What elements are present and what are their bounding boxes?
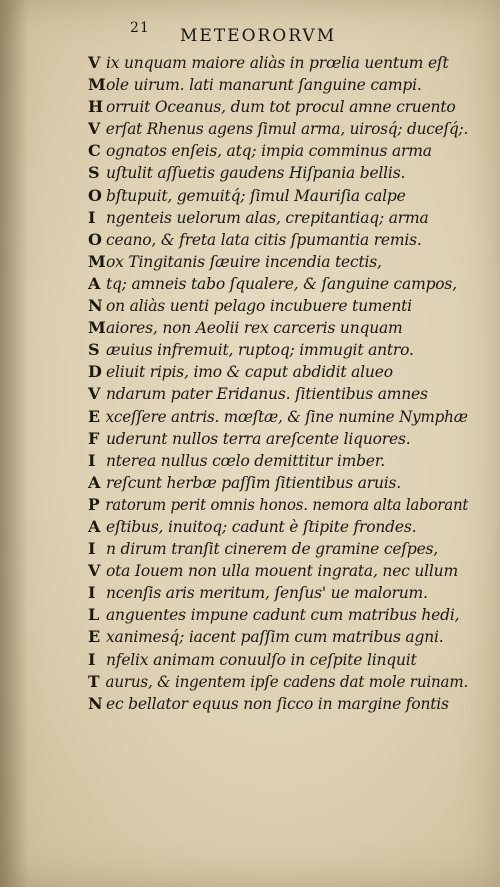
verse-line bbox=[88, 693, 468, 715]
verse-initial: I bbox=[88, 207, 96, 227]
verse-text: ndarum pater Eridanus. ſitientibus amnes bbox=[106, 385, 428, 404]
verse-line bbox=[88, 96, 468, 118]
page-number: 21 bbox=[130, 20, 150, 36]
verse-line bbox=[88, 295, 468, 317]
verse-text: n dirum tranſit cinerem de gramine ceſpes, bbox=[106, 540, 439, 559]
verse-text: reſcunt herbæ paſſim ſitientibus aruis. bbox=[106, 473, 402, 492]
verse-line bbox=[88, 317, 468, 339]
verse-line bbox=[88, 140, 468, 162]
verse-initial: V bbox=[88, 384, 101, 404]
verse-initial: O bbox=[88, 229, 102, 249]
verse-initial: S bbox=[88, 340, 100, 360]
verse-text: erſat Rhenus agens ſimul arma, uirosq́; duceſq́;. bbox=[105, 120, 469, 139]
verse-text: ncenſis aris meritum, ſenſus' ue malorum. bbox=[106, 584, 428, 603]
verse-line bbox=[88, 494, 469, 516]
verse-initial: E bbox=[88, 406, 100, 426]
verse-initial: F bbox=[88, 428, 100, 448]
verse-line bbox=[88, 450, 468, 472]
verse-initial: D bbox=[88, 362, 102, 382]
verse-list bbox=[88, 52, 468, 715]
verse-text: ngenteis uelorum alas, crepitantiaq; arma bbox=[106, 208, 429, 227]
verse-initial: I bbox=[88, 539, 96, 559]
verse-initial: P bbox=[88, 494, 100, 514]
verse-initial: E bbox=[88, 627, 100, 647]
verse-line bbox=[88, 74, 468, 96]
verse-initial: N bbox=[88, 693, 103, 713]
verse-line bbox=[88, 671, 469, 693]
verse-text: ceano, & freta lata citis ſpumantia remis. bbox=[106, 230, 422, 249]
verse-initial: V bbox=[88, 119, 101, 139]
verse-line bbox=[88, 626, 468, 648]
verse-text: uderunt nullos terra areſcente liquores. bbox=[106, 429, 411, 448]
running-head: METEORORVM bbox=[180, 26, 337, 46]
verse-text: ec bellator equus non ſicco in margine fontis bbox=[106, 694, 449, 713]
verse-initial: M bbox=[88, 75, 106, 95]
verse-line bbox=[88, 229, 468, 251]
verse-line bbox=[88, 472, 468, 494]
verse-line bbox=[88, 582, 468, 604]
verse-initial: I bbox=[88, 450, 96, 470]
verse-line bbox=[88, 251, 468, 273]
verse-initial: M bbox=[88, 251, 106, 271]
verse-text: orruit Oceanus, dum tot procul amne cruento bbox=[106, 98, 456, 117]
verse-line bbox=[88, 428, 468, 450]
verse-text: ognatos enſeis, atq; impia comminus arma bbox=[106, 142, 432, 161]
verse-initial: A bbox=[88, 516, 101, 536]
verse-line bbox=[88, 560, 468, 582]
verse-initial: I bbox=[88, 583, 96, 603]
verse-initial: A bbox=[88, 273, 101, 293]
verse-initial: O bbox=[88, 185, 102, 205]
verse-text: on aliàs uenti pelago incubuere tumenti bbox=[106, 297, 412, 316]
verse-line bbox=[88, 361, 468, 383]
verse-initial: H bbox=[88, 97, 103, 117]
verse-text: nterea nullus cœlo demittitur imber. bbox=[106, 451, 385, 470]
verse-line bbox=[88, 118, 469, 140]
verse-text: eliuit ripis, imo & caput abdidit alueo bbox=[106, 363, 393, 382]
verse-initial: L bbox=[88, 605, 100, 625]
verse-initial: V bbox=[88, 561, 101, 581]
verse-line bbox=[88, 185, 468, 207]
verse-line bbox=[88, 339, 468, 361]
verse-text: xanimesq́; iacent paſſim cum matribus agni. bbox=[106, 628, 444, 647]
verse-line bbox=[88, 383, 468, 405]
verse-text: xceſſere antris. mœſtæ, & ſine numine Nymphæ bbox=[105, 407, 468, 426]
verse-line bbox=[88, 273, 468, 295]
verse-initial: T bbox=[88, 671, 100, 691]
verse-text: tq; amneis tabo ſqualere, & ſanguine campos, bbox=[106, 274, 457, 293]
verse-line bbox=[88, 162, 468, 184]
verse-initial: A bbox=[88, 472, 101, 492]
verse-initial: N bbox=[88, 296, 103, 316]
verse-line bbox=[88, 649, 468, 671]
verse-text: ox Tingitanis ſæuire incendia tectis, bbox=[106, 252, 382, 271]
verse-line bbox=[88, 52, 468, 74]
verse-initial: S bbox=[88, 163, 100, 183]
verse-text: aiores, non Aeolii rex carceris unquam bbox=[106, 319, 403, 338]
verse-line bbox=[88, 538, 468, 560]
verse-initial: M bbox=[88, 318, 106, 338]
verse-text: eſtibus, inuitoq; cadunt è ſtipite frondes. bbox=[106, 517, 417, 536]
verse-initial: C bbox=[88, 141, 101, 161]
verse-initial: V bbox=[88, 53, 101, 72]
verse-text: ix unquam maiore aliàs in prœlia uentum eſt bbox=[106, 54, 449, 72]
verse-text: nfelix animam conuulſo in ceſpite linquit bbox=[106, 650, 417, 669]
spine-shadow bbox=[0, 0, 28, 887]
verse-line bbox=[88, 406, 468, 428]
verse-initial: I bbox=[88, 649, 96, 669]
verse-text: bſtupuit, gemuitq́; ſimul Mauriſia calpe bbox=[106, 186, 406, 205]
verse-text: ota Iouem non ulla mouent ingrata, nec ullum bbox=[106, 562, 458, 581]
verse-line bbox=[88, 516, 468, 538]
verse-text: æuius infremuit, ruptoq; immugit antro. bbox=[106, 341, 414, 360]
verse-text: uſtulit aſſuetis gaudens Hiſpania bellis. bbox=[106, 164, 406, 183]
verse-text: ole uirum. lati manarunt ſanguine campi. bbox=[106, 76, 422, 95]
verse-text: aurus, & ingentem ipſe cadens dat mole ruinam. bbox=[105, 672, 469, 691]
verse-text: ratorum perit omnis honos. nemora alta laborant bbox=[105, 495, 469, 514]
verse-text: anguentes impune cadunt cum matribus hedi, bbox=[106, 606, 460, 625]
verse-line bbox=[88, 604, 468, 626]
verse-line bbox=[88, 207, 468, 229]
